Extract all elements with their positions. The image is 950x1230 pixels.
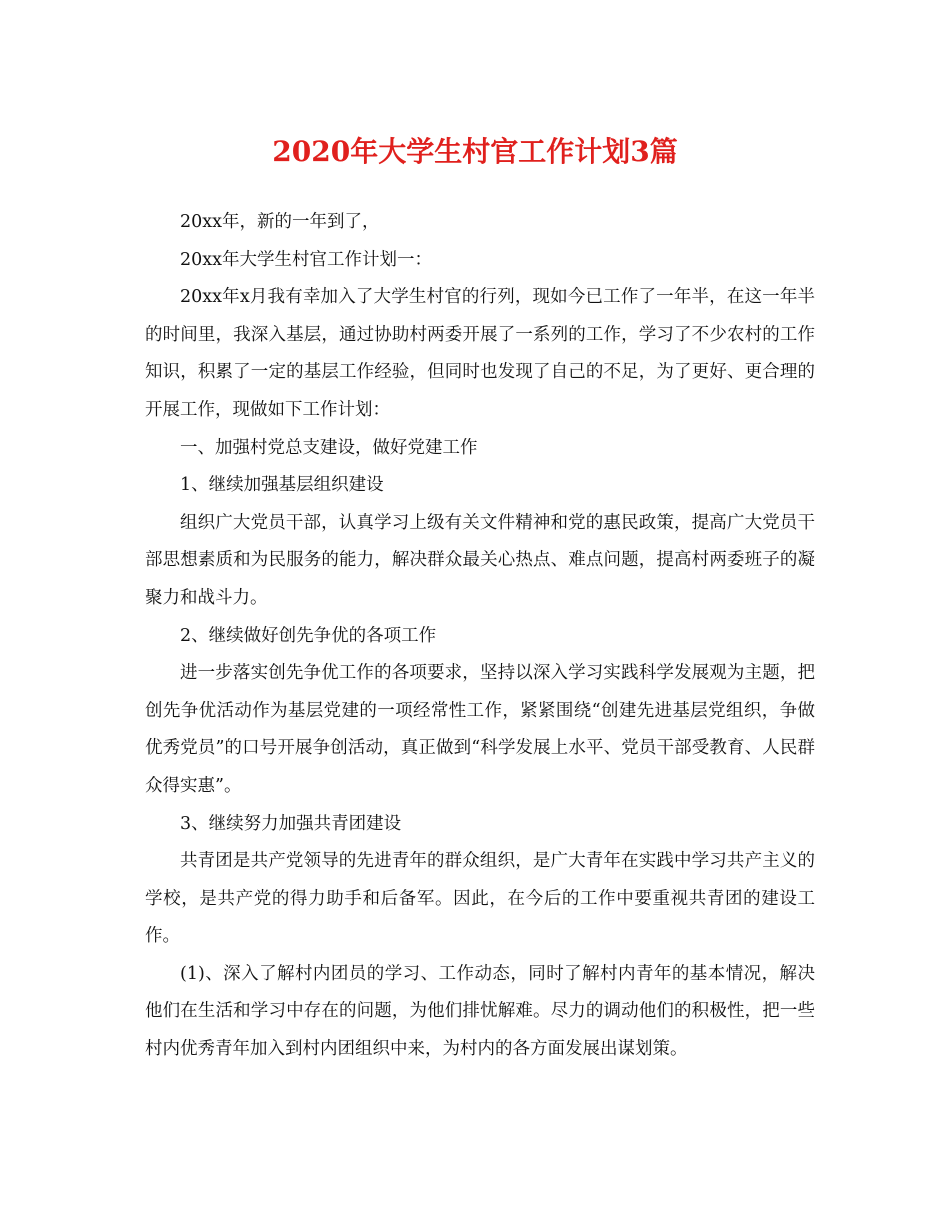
document-body (145, 204, 815, 1069)
paragraph-grassroots-organization: 组织广大党员干部，认真学习上级有关文件精神和党的惠民政策，提高广大党员干部思想素质和为民服务的能力，解决群众最关心热点、难点问题，提高村两委班子的凝聚力和战斗力。 (145, 512, 815, 608)
document-title: 2020年大学生村官工作计划3篇 (272, 135, 678, 168)
subheading-grassroots-organization: 1、继续加强基层组织建设 (180, 475, 384, 496)
paragraph-excellence-campaign: 进一步落实创先争优工作的各项要求，坚持以深入学习实践科学发展观为主题，把创先争优活动作为基层党建的一项经常性工作，紧紧围绕“创建先进基层党组织，争做优秀党员”的口号开展争创活动，真正做到“科学发展上水平、党员干部受教育、人民群众得实惠”。 (145, 663, 815, 796)
paragraph-youth-league-item-1: (1)、深入了解村内团员的学习、工作动态，同时了解村内青年的基本情况，解决他们在生活和学习中存在的问题，为他们排忧解难。尽力的调动他们的积极性，把一些村内优秀青年加入到村内团组织中来，为村内的各方面发展出谋划策。 (145, 963, 815, 1060)
subheading-excellence-campaign: 2、继续做好创先争优的各项工作 (180, 625, 437, 646)
paragraph-plan-heading: 20xx年大学生村官工作计划一： (180, 249, 433, 270)
paragraph-youth-league: 共青团是共产党领导的先进青年的群众组织，是广大青年在实践中学习共产主义的学校，是共产党的得力助手和后备军。因此，在今后的工作中要重视共青团的建设工作。 (145, 851, 815, 947)
section-heading-party-building: 一、加强村党总支建设，做好党建工作 (180, 437, 478, 458)
subheading-youth-league: 3、继续努力加强共青团建设 (180, 813, 402, 834)
paragraph-greeting: 20xx年，新的一年到了， (180, 212, 380, 232)
paragraph-introduction: 20xx年x月我有幸加入了大学生村官的行列，现如今已工作了一年半，在这一年半的时间里，我深入基层，通过协助村两委开展了一系列的工作，学习了不少农村的工作知识，积累了一定的基层工作经验，但同时也发现了自己的不足，为了更好、更合理的开展工作，现做如下工作计划： (145, 287, 815, 420)
